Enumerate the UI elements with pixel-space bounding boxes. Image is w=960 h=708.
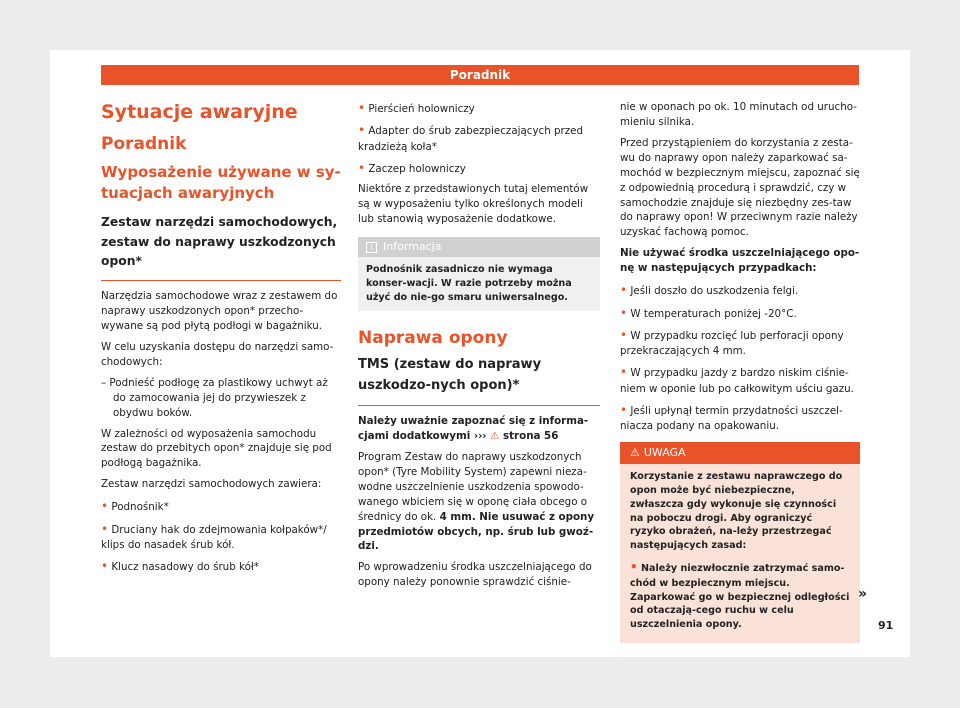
bullet-icon: • (620, 402, 628, 417)
bullet-item (358, 100, 600, 117)
info-box-body: Podnośnik zasadniczo nie wymaga konser-wacji. W razie potrzeby można użyć do nie-go smaru uniwersalnego. (366, 263, 572, 303)
bullet-icon: • (620, 365, 628, 380)
bullet-item (620, 402, 860, 434)
paragraph: W zależności od wyposażenia samochodu zestaw do przebitych opon* znajduje się pod podłogą bagażnika. (101, 427, 332, 470)
topic-title: TMS (zestaw do naprawy uszkodzo-nych opon)* (358, 355, 600, 406)
page-link[interactable]: strona 56 (502, 429, 559, 442)
bullet-item (620, 282, 860, 299)
warning-text: Korzystanie z zestawu naprawczego do opon może być niebezpieczne, zwłaszcza gdy wykonuje się czynności na poboczu drogi. Aby ograniczyć ryzyko obrażeń, na-leży przestrzegać następujących zasad: (630, 470, 843, 552)
bullet-item (620, 305, 860, 322)
bullet-icon: • (620, 327, 628, 342)
paragraph: Niektóre z przedstawionych tutaj elementów są w wyposażeniu tylko określonych modeli lub stanowią wyposażenie dodatkowe. (358, 183, 589, 225)
bullet-text: Pierścień holowniczy (368, 103, 475, 115)
bullet-icon: • (358, 160, 366, 175)
warning-icon: ⚠ (630, 445, 640, 459)
bullet-icon: • (630, 560, 638, 575)
bullet-icon: • (101, 558, 109, 573)
column-1 (101, 100, 341, 580)
bullet-icon: • (358, 123, 366, 138)
section-title: Naprawa opony (358, 327, 508, 348)
warning-box (620, 442, 860, 643)
reference-paragraph (358, 414, 600, 444)
paragraph: nie w oponach po ok. 10 minutach od urucho-mieniu silnika. (620, 101, 857, 128)
bullet-item (358, 160, 600, 177)
bullet-text: Jeśli doszło do uszkodzenia felgi. (630, 285, 799, 298)
page-header: Poradnik (101, 65, 859, 85)
warning-box-title: UWAGA (643, 445, 686, 459)
bullet-icon: • (620, 283, 628, 298)
bullet-text: Zaczep holowniczy (368, 162, 466, 175)
info-box (358, 237, 600, 311)
bullet-text: W przypadku rozcięć lub perforacji opony przekraczających 4 mm. (620, 329, 844, 358)
bullet-icon: • (101, 499, 109, 514)
paragraph: W celu uzyskania dostępu do narzędzi samo-chodowych: (101, 340, 334, 368)
paragraph-text: Program Zestaw do naprawy uszkodzonych opon* (Tyre Mobility System) zapewni nieza-wodne uszczelnienie uszkodzenia spowodo-wanego wbiciem się w oponę ciała obcego o średnicy do ok. (358, 450, 588, 523)
bullet-item (630, 559, 850, 632)
bullet-icon: • (620, 305, 628, 320)
info-box-header (358, 237, 600, 257)
bullet-item (620, 364, 860, 396)
bullet-text: Adapter do śrub zabezpieczających przed kradzieżą koła* (358, 125, 584, 153)
warning-box-body (620, 464, 860, 643)
paragraph-bold: . Nie usuwać z opony przedmiotów obcych, np. śrub lub gwoź-dzi. (358, 510, 595, 553)
topic-title: Zestaw narzędzi samochodowych, zestaw do naprawy uszkodzonych opon* (101, 213, 341, 281)
section-title: Poradnik (101, 133, 187, 154)
warning-box-header (620, 442, 860, 464)
subsection-title: Wyposażenie używane w sy-tuacjach awaryjnych (101, 162, 341, 203)
paragraph: Nie używać środka uszczelniającego opo-nę w następujących przypadkach: (620, 247, 860, 275)
paragraph: Po wprowadzeniu środka uszczelniającego do opony należy ponownie sprawdzić ciśnie- (358, 561, 592, 589)
bullet-text: Podnośnik* (111, 501, 169, 514)
paragraph (358, 450, 600, 554)
bullet-item (358, 122, 600, 154)
dash-item: – Podnieść podłogę za plastikowy uchwyt aż do zamocowania jej do przywieszek z obydwu boków. (101, 376, 328, 419)
page-number: 91 (878, 619, 894, 632)
continue-mark: » (858, 586, 868, 602)
warning-reference-icon: ⚠ (490, 429, 500, 442)
bullet-text: W temperaturach poniżej -20°C. (630, 307, 797, 320)
bullet-text: Jeśli upłynął termin przydatności uszczel-niacza podany na opakowaniu. (620, 404, 843, 432)
bullet-item (620, 327, 860, 359)
bullet-text: Druciany hak do zdejmowania kołpaków*/ klips do nasadek śrub kół. (101, 523, 327, 551)
bullet-text: Należy niezwłocznie zatrzymać samo-chód w bezpiecznym miejscu. Zaparkować go w bezpiecznej odległości od otaczają-cego ruchu w celu uszczelnienia opony. (630, 563, 850, 631)
paragraph-bold: 4 mm (439, 510, 472, 523)
column-2 (358, 100, 600, 596)
bullet-item (101, 521, 341, 553)
bullet-text: Klucz nasadowy do śrub kół* (111, 560, 259, 573)
bullet-item (101, 558, 341, 575)
info-icon: i (366, 242, 377, 253)
reference-text: Należy uważnie zapoznać się z informa-cjami dodatkowymi ››› (358, 415, 589, 442)
info-box-title: Informacja (383, 239, 442, 253)
bullet-icon: • (358, 101, 366, 115)
paragraph: Przed przystąpieniem do korzystania z zesta-wu do naprawy opon należy zaparkować sa-mochód w bezpiecznym miejscu, zapoznać się z odpowiednią procedurą i sprawdzić, czy w samochodzie znajduje się niezbędny zes-taw do naprawy opon! W przeciwnym razie należy uzyskać fachową pomoc. (620, 136, 860, 239)
column-3 (620, 100, 860, 643)
bullet-item (101, 498, 341, 515)
bullet-text: W przypadku jazdy z bardzo niskim ciśnie-niem w oponie lub po całkowitym uściu gazu. (620, 367, 854, 395)
chapter-title: Sytuacje awaryjne (101, 101, 298, 123)
paragraph: Zestaw narzędzi samochodowych zawiera: (101, 478, 322, 491)
bullet-icon: • (101, 521, 109, 536)
paragraph: Narzędzia samochodowe wraz z zestawem do naprawy uszkodzonych opon* przecho-wywane są pod płytą podłogi w bagażniku. (101, 290, 338, 332)
